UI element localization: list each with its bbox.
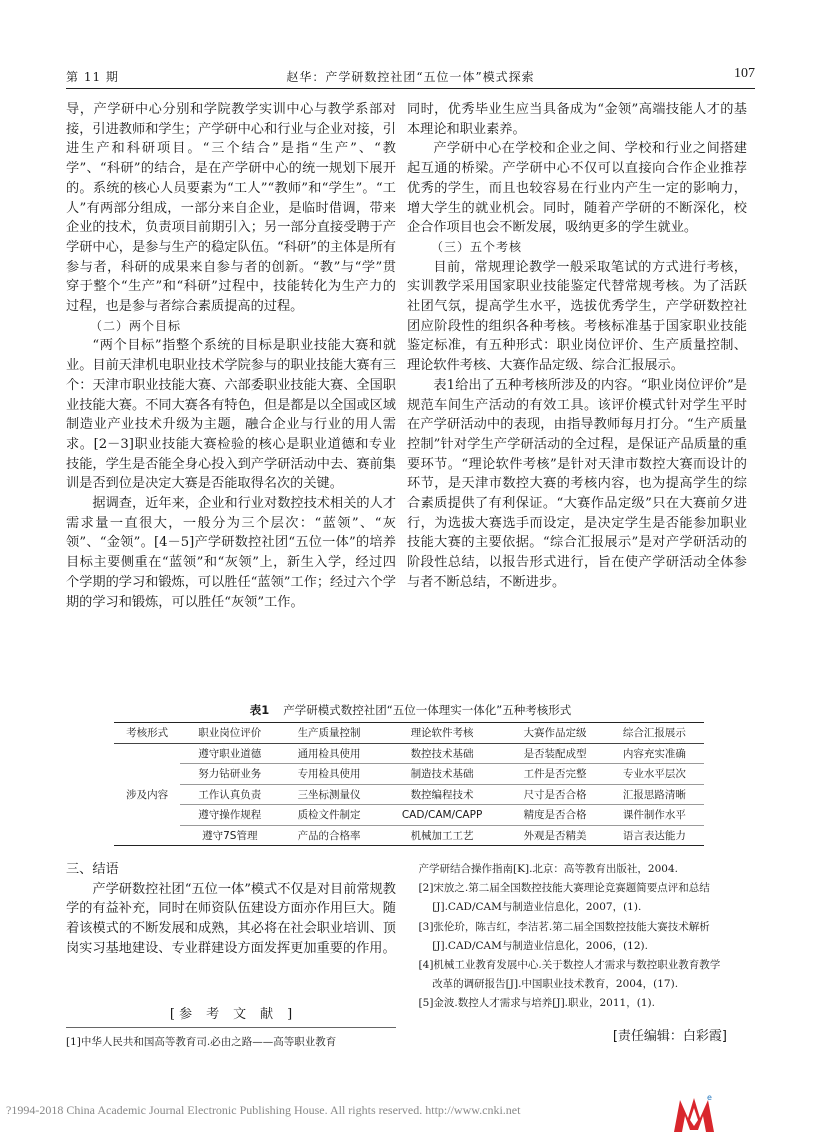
section-heading: 三、结语 xyxy=(66,862,119,877)
reference-list-left xyxy=(66,1033,396,1052)
table-row xyxy=(114,784,704,805)
table-cell: 工件是否完整 xyxy=(523,768,587,781)
table-cell: 机械加工工艺 xyxy=(410,829,474,842)
issue-number: 第 11 期 xyxy=(66,70,119,84)
table-label: 表1 xyxy=(249,703,270,717)
table-cell: 三坐标测量仪 xyxy=(297,788,361,801)
running-title: 赵华：产学研数控社团“五位一体”模式探索 xyxy=(286,70,535,84)
table-header-cell: 生产质量控制 xyxy=(297,727,361,740)
table-cell: 内容充实准确 xyxy=(622,747,686,760)
table-cell: 汇报思路清晰 xyxy=(622,788,686,801)
table-row xyxy=(114,805,704,826)
paragraph: 表1给出了五种考核所涉及的内容。“职业岗位评价”是规范车间生产活动的有效工具。该评价模式针对学生平时在产学研活动中的表现，由指导教师每月打分。“生产质量控制”针对学生产学研活动的全过程，是保证产品质量的重要环节。“理论软件考核”是针对天津市数控大赛而设计的环节，是天津市数控大赛的考核内容，也为提高学生的综合素质提供了有利保证。“大赛作品定级”只在大赛前夕进行，为选拔大赛选手而设定，是决定学生是否能参加职业技能大赛的主要依据。“综合汇报展示”是对产学研活动的阶段性总结，以报告形式进行，旨在使产学研活动全体参与者不断总结，不断进步。 xyxy=(407,377,747,590)
table-cell: 数控编程技术 xyxy=(410,788,474,801)
table-cell: 通用检具使用 xyxy=(297,747,361,760)
table-cell: 数控技术基础 xyxy=(410,747,474,760)
table-cell: 遵守职业道德 xyxy=(198,747,262,760)
assessment-table xyxy=(114,722,704,846)
reference-item: [5]金波.数控人才需求与培养[J].职业，2011，(1). xyxy=(418,997,655,1010)
paragraph: 据调查，近年来，企业和行业对数控技术相关的人才需求量一直很大，一般分为三个层次：“蓝领”、“灰领”、“金领”。[4－5]产学研数控社团“五位一体”的培养目标主要侧重在“蓝领”和“灰领”上，新生入学，经过四个学期的学习和锻炼，可以胜任“蓝领”工作；经过六个学期的学习和锻炼，可以胜任“灰领”工作。 xyxy=(66,496,396,610)
table-header-row xyxy=(114,723,704,744)
paragraph: “两个目标”指整个系统的目标是职业技能大赛和就业。目前天津机电职业技术学院参与的职业技能大赛有三个：天津市职业技能大赛、六部委职业技能大赛、全国职业技能大赛。不同大赛各有特色，但是都是以全国或区域制造业产业技术升级为主题，融合企业与行业的用人需求。[2－3]职业技能大赛检验的核心是职业道德和专业技能，学生是否能全身心投入到产学研活动中去、赛前集训是否到位是决定大赛是否能取得名次的关键。 xyxy=(66,338,396,492)
conclusion-section xyxy=(66,860,396,959)
cnki-logo-icon xyxy=(672,1092,716,1134)
table-header-cell: 大赛作品定级 xyxy=(523,727,587,740)
svg-text:e: e xyxy=(707,1093,712,1102)
table-cell: 产品的合格率 xyxy=(297,829,361,842)
reference-item: [3]张伦玠，陈吉红，李洁茗.第二届全国数控技能大赛技术解析[J].CAD/CAM与制造业信息化，2006，(12). xyxy=(418,920,710,952)
table-cell: 遵守操作规程 xyxy=(198,809,262,822)
references-title: 参考文献 xyxy=(179,1007,288,1022)
references-heading: [ 参考文献] xyxy=(169,1007,293,1022)
table-caption xyxy=(66,702,755,718)
reference-item: [2]宋放之.第二届全国数控技能大赛理论竞赛题简要点评和总结[J].CAD/CAM与制造业信息化，2007，(1). xyxy=(418,882,710,914)
table-cell: 工作认真负责 xyxy=(198,788,262,801)
table-header-cell: 职业岗位评价 xyxy=(198,727,262,740)
table-cell: 专业水平层次 xyxy=(622,768,686,781)
left-column xyxy=(66,100,396,612)
page-header xyxy=(66,66,755,89)
table-cell: 课件制作水平 xyxy=(622,809,686,822)
reference-item: 产学研结合操作指南[K].北京：高等教育出版社，2004. xyxy=(418,863,678,875)
table-cell: 专用检具使用 xyxy=(297,768,361,781)
table-cell: CAD/CAM/CAPP xyxy=(401,808,483,821)
table-row xyxy=(114,764,704,785)
table-row xyxy=(114,825,704,846)
table-cell: 语言表达能力 xyxy=(622,829,686,842)
paragraph: 同时，优秀毕业生应当具备成为“金领”高端技能人才的基本理论和职业素养。 xyxy=(407,102,747,137)
divider xyxy=(66,1027,396,1028)
table-cell: 遵守7S管理 xyxy=(202,829,258,842)
right-column xyxy=(407,100,747,593)
table-row xyxy=(114,743,704,764)
table-row-label: 涉及内容 xyxy=(114,743,180,846)
copyright-footer: ?1994-2018 China Academic Journal Electronic Publishing House. All rights reserved. http://www.cnki.net xyxy=(6,1103,521,1117)
subsection-heading: （三）五个考核 xyxy=(431,239,523,254)
subsection-heading: （二）两个目标 xyxy=(90,318,182,333)
paragraph: 产学研中心在学校和企业之间、学校和行业之间搭建起互通的桥梁。产学研中心不仅可以直接向合作企业推荐优秀的学生，而且也较容易在行业内产生一定的影响力，增大学生的就业机会。同时，随着产学研的不断深化，校企合作项目也会不断发展，吸纳更多的学生就业。 xyxy=(407,141,747,236)
reference-item: [1]中华人民共和国高等教育司.必由之路——高等职业教育 xyxy=(66,1036,337,1048)
table-header-cell: 考核形式 xyxy=(126,727,169,740)
responsible-editor: [责任编辑：白彩霞] xyxy=(612,1029,727,1044)
table-cell: 精度是否合格 xyxy=(523,809,587,822)
reference-item: [4]机械工业教育发展中心.关于数控人才需求与数控职业教育教学改革的调研报告[J].中国职业技术教育，2004，(17). xyxy=(418,959,721,991)
table-header-cell: 理论软件考核 xyxy=(410,727,474,740)
table-cell: 是否装配成型 xyxy=(523,747,587,760)
reference-list-right xyxy=(407,860,727,1014)
table-cell: 外观是否精美 xyxy=(523,829,587,842)
table-caption-text: 产学研模式数控社团“五位一体理实一体化”五种考核形式 xyxy=(283,703,572,717)
table-cell: 质检文件制定 xyxy=(297,809,361,822)
paragraph: 目前，常规理论教学一般采取笔试的方式进行考核，实训教学采用国家职业技能鉴定代替常规考核。为了活跃社团气氛，提高学生水平，选拔优秀学生，产学研数控社团应阶段性的组织各种考核。考核标准基于国家职业技能鉴定标准，有五种形式：职业岗位评价、生产质量控制、理论软件考核、大赛作品定级、综合汇报展示。 xyxy=(407,259,747,374)
paragraph: 产学研数控社团“五位一体”模式不仅是对目前常规教学的有益补充，同时在师资队伍建设方面亦作用巨大。随着该模式的不断发展和成熟，其必将在社会职业培训、顶岗实习基地建设、专业群建设方面发挥更加重要的作用。 xyxy=(66,881,396,956)
table-cell: 尺寸是否合格 xyxy=(523,788,587,801)
table-cell: 制造技术基础 xyxy=(410,768,474,781)
page-number: 107 xyxy=(734,66,755,81)
table-header-cell: 综合汇报展示 xyxy=(622,727,686,740)
paragraph: 导，产学研中心分别和学院教学实训中心与教学系部对接，引进教师和学生；产学研中心和行业与企业对接，引进生产和科研项目。“三个结合”是指“生产”、“教学”、“科研”的结合，是在产学研中心的统一规划下展开的。系统的核心人员要素为“工人”“教师”和“学生”。“工人”有两部分组成，一部分来自企业，是临时借调，带来企业的技术，负责项目前期引入；另一部分直接受聘于产学研中心，是参与生产的稳定队伍。“科研”的主体是所有参与者，科研的成果来自参与者的创新。“教”与“学”贯穿于整个“生产”和“科研”过程中，技能转化为生产力的过程，也是参与者综合素质提高的过程。 xyxy=(66,102,396,315)
table-cell: 努力钻研业务 xyxy=(198,768,262,781)
